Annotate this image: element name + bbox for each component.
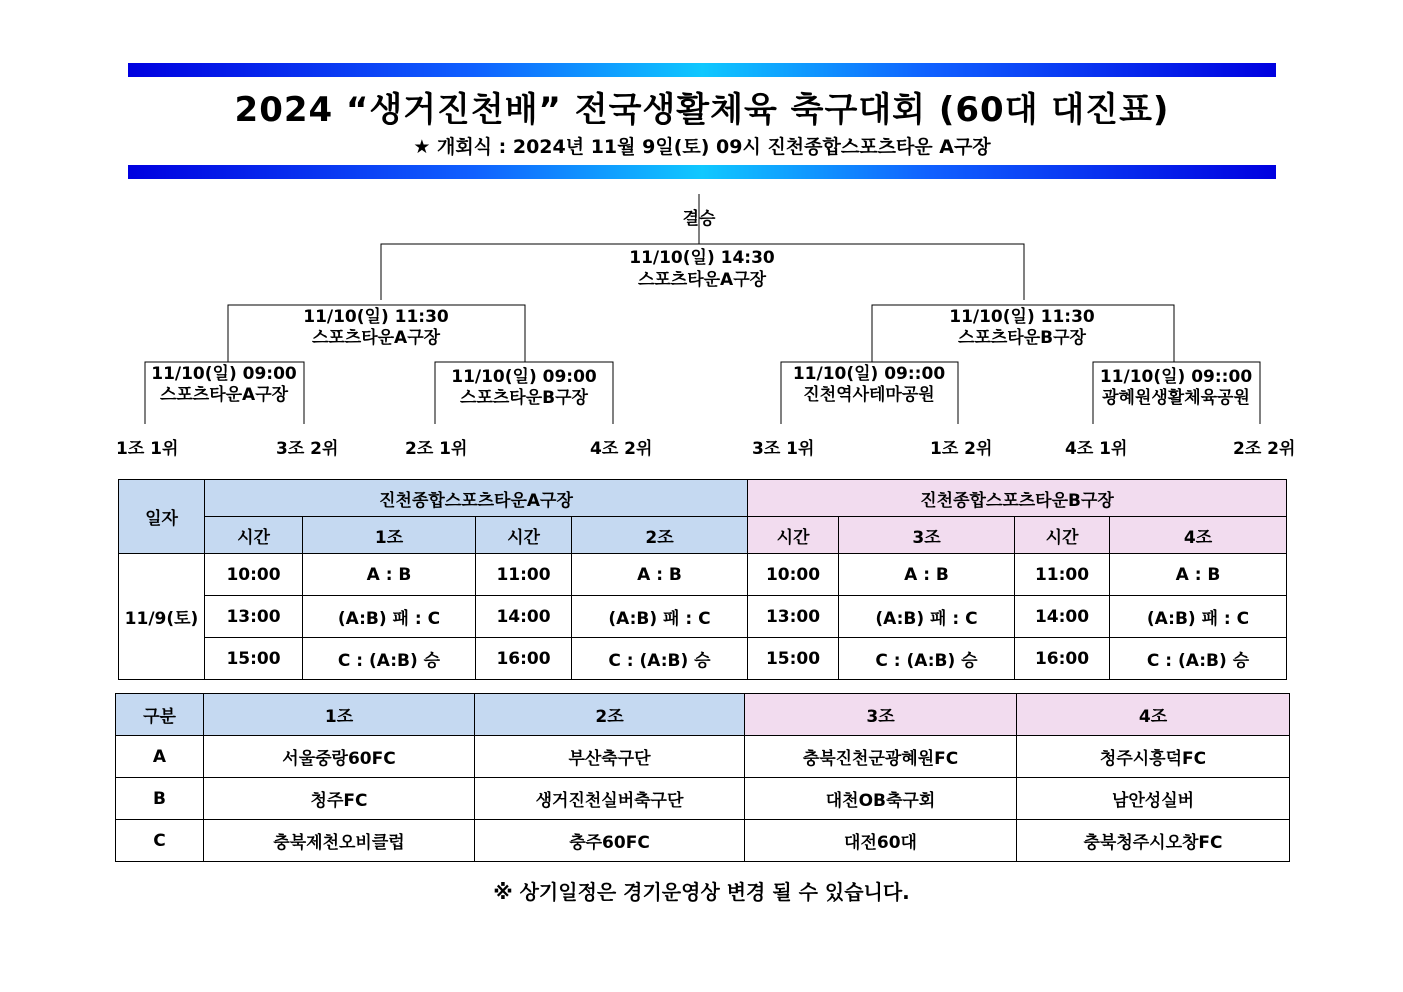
qf3-venue: 진천역사테마공원 <box>803 385 935 405</box>
table-row <box>119 638 1287 680</box>
qf2-time: 11/10(일) 09:00 <box>451 367 597 387</box>
match-time: 11:00 <box>1015 554 1110 596</box>
opening-ceremony-info: ★ 개회식 : 2024년 11월 9일(토) 09시 진천종합스포츠타운 A구장 <box>413 136 991 158</box>
table-row <box>119 554 1287 596</box>
table-row <box>116 778 1290 820</box>
table-row <box>116 736 1290 778</box>
match-time: 15:00 <box>748 638 839 680</box>
schedule-change-note: ※ 상기일정은 경기운영상 변경 될 수 있습니다. <box>493 880 910 904</box>
time-header: 시간 <box>1015 517 1110 554</box>
team-name: 부산축구단 <box>475 736 745 778</box>
time-header: 시간 <box>748 517 839 554</box>
schedule-table <box>118 479 1287 680</box>
match-time: 15:00 <box>205 638 303 680</box>
seed-6: 1조 2위 <box>930 439 993 459</box>
match-pairing: C : (A:B) 승 <box>572 638 748 680</box>
qf4-time: 11/10(일) 09::00 <box>1099 367 1253 387</box>
match-time: 10:00 <box>748 554 839 596</box>
match-time: 11:00 <box>476 554 572 596</box>
venue-a-header: 진천종합스포츠타운A구장 <box>205 480 748 517</box>
team-slot-label: B <box>116 778 204 820</box>
match-pairing: A : B <box>839 554 1015 596</box>
team-name: 충주60FC <box>475 820 745 862</box>
match-pairing: (A:B) 패 : C <box>572 596 748 638</box>
semi-right-time: 11/10(일) 11:30 <box>949 307 1095 327</box>
match-time: 16:00 <box>476 638 572 680</box>
team-name: 청주FC <box>204 778 475 820</box>
seed-3: 2조 1위 <box>405 439 468 459</box>
team-name: 생거진천실버축구단 <box>475 778 745 820</box>
match-pairing: A : B <box>1110 554 1287 596</box>
team-name: 충북제천오비클럽 <box>204 820 475 862</box>
group-header: 1조 <box>204 694 475 736</box>
time-header: 시간 <box>476 517 572 554</box>
group-header: 3조 <box>839 517 1015 554</box>
match-pairing: (A:B) 패 : C <box>839 596 1015 638</box>
time-header: 시간 <box>205 517 303 554</box>
match-time: 14:00 <box>476 596 572 638</box>
match-time: 14:00 <box>1015 596 1110 638</box>
category-header: 구분 <box>116 694 204 736</box>
match-time: 10:00 <box>205 554 303 596</box>
team-name: 충북진천군광혜원FC <box>745 736 1017 778</box>
group-header: 3조 <box>745 694 1017 736</box>
qf4-venue: 광혜원생활체육공원 <box>1102 388 1250 408</box>
team-slot-label: A <box>116 736 204 778</box>
team-name: 청주시흥덕FC <box>1017 736 1290 778</box>
seed-2: 3조 2위 <box>276 439 339 459</box>
group-header: 4조 <box>1110 517 1287 554</box>
final-match-venue: 스포츠타운A구장 <box>637 270 767 290</box>
page-title: 2024 “생거진천배” 전국생활체육 축구대회 (60대 대진표) <box>234 90 1170 130</box>
match-pairing: A : B <box>572 554 748 596</box>
team-slot-label: C <box>116 820 204 862</box>
team-name: 충북청주시오창FC <box>1017 820 1290 862</box>
match-time: 16:00 <box>1015 638 1110 680</box>
match-pairing: (A:B) 패 : C <box>1110 596 1287 638</box>
table-row <box>116 820 1290 862</box>
final-match-time: 11/10(일) 14:30 <box>629 248 775 268</box>
table-row <box>119 596 1287 638</box>
team-name: 서울중랑60FC <box>204 736 475 778</box>
match-time: 13:00 <box>205 596 303 638</box>
semi-right-venue: 스포츠타운B구장 <box>958 328 1086 348</box>
match-pairing: C : (A:B) 승 <box>1110 638 1287 680</box>
final-label: 결승 <box>682 209 716 229</box>
semi-left-time: 11/10(일) 11:30 <box>303 307 449 327</box>
qf3-time: 11/10(일) 09::00 <box>792 364 946 384</box>
group-header: 2조 <box>475 694 745 736</box>
qf2-venue: 스포츠타운B구장 <box>460 388 588 408</box>
team-name: 남안성실버 <box>1017 778 1290 820</box>
match-pairing: A : B <box>303 554 476 596</box>
seed-5: 3조 1위 <box>752 439 815 459</box>
teams-table <box>115 693 1290 862</box>
group-header: 2조 <box>572 517 748 554</box>
semi-left-venue: 스포츠타운A구장 <box>311 328 441 348</box>
match-date: 11/9(토) <box>119 554 205 680</box>
group-header: 4조 <box>1017 694 1290 736</box>
qf1-venue: 스포츠타운A구장 <box>159 385 289 405</box>
qf1-time: 11/10(일) 09:00 <box>151 364 297 384</box>
team-name: 대전60대 <box>745 820 1017 862</box>
match-time: 13:00 <box>748 596 839 638</box>
match-pairing: C : (A:B) 승 <box>303 638 476 680</box>
venue-b-header: 진천종합스포츠타운B구장 <box>748 480 1287 517</box>
seed-1: 1조 1위 <box>116 439 179 459</box>
seed-4: 4조 2위 <box>590 439 653 459</box>
match-pairing: (A:B) 패 : C <box>303 596 476 638</box>
team-name: 대천OB축구회 <box>745 778 1017 820</box>
group-header: 1조 <box>303 517 476 554</box>
seed-8: 2조 2위 <box>1233 439 1296 459</box>
match-pairing: C : (A:B) 승 <box>839 638 1015 680</box>
seed-7: 4조 1위 <box>1065 439 1128 459</box>
date-header: 일자 <box>119 480 205 554</box>
